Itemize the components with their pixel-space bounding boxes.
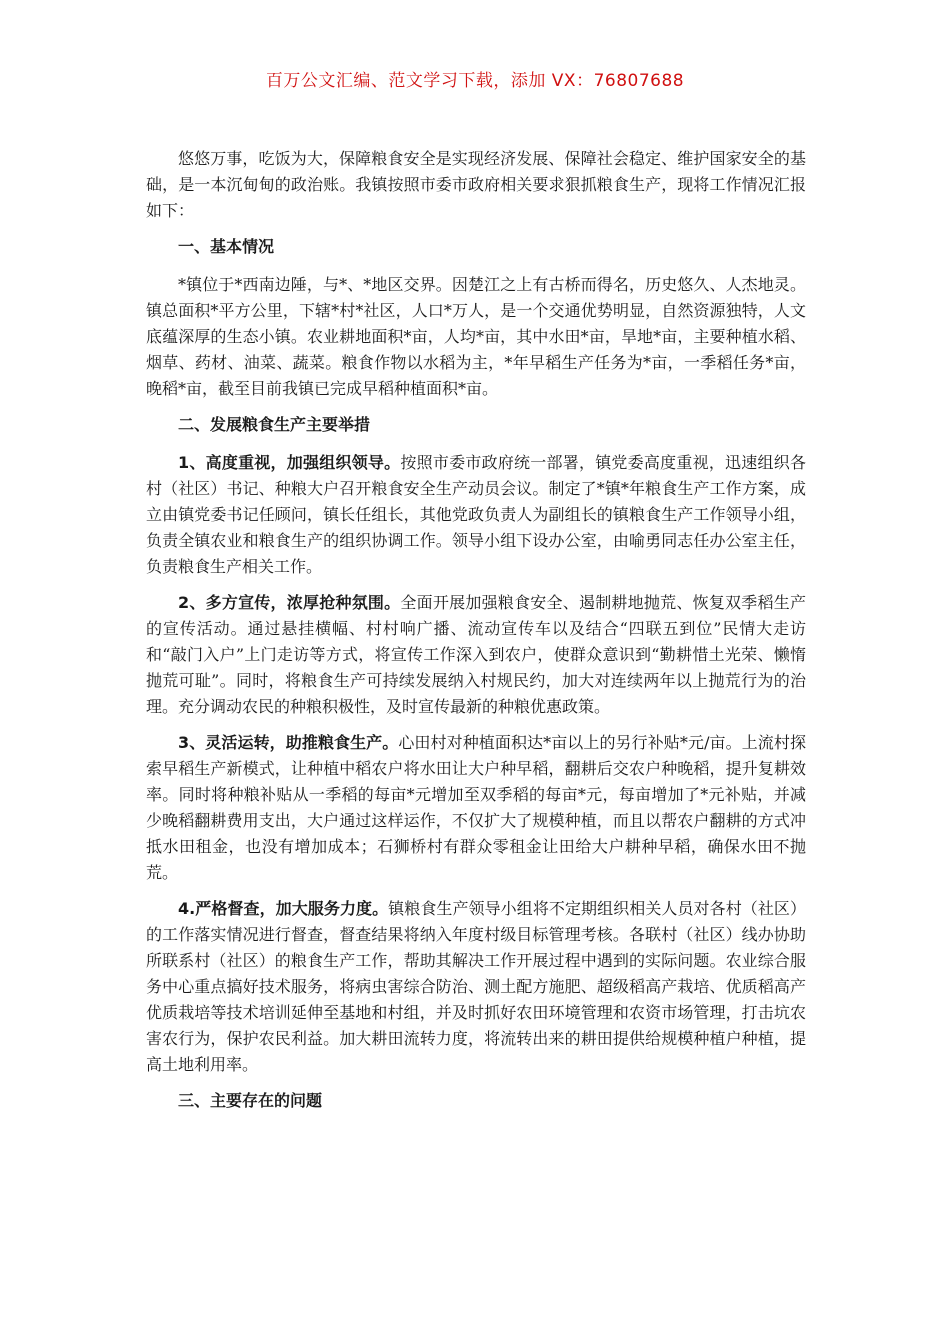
section-heading-main-problems: 三、主要存在的问题 <box>178 1091 323 1110</box>
measure-lead-1: 1、高度重视，加强组织领导。 <box>178 453 401 472</box>
measure-body-3: 心田村对种植面积达*亩以上的另行补贴*元/亩。上流村探索早稻生产新模式，让种植中稻农户将水田让大户种早稻，翻耕后交农户种晚稻，提升复耕效率。同时将种粮补贴从一季稻的每亩*元增加至双季稻的每亩*元，每亩增加了*元补贴，并减少晚稻翻耕费用支出，大户通过这样运作，不仅扩大了规模种植，而且以帮农户翻耕的方式冲抵水田租金，也没有增加成本；石狮桥村有群众零租金让田给大户耕种早稻，确保水田不抛荒。 <box>146 733 806 882</box>
measure-body-4: 镇粮食生产领导小组将不定期组织相关人员对各村（社区）的工作落实情况进行督查，督查结果将纳入年度村级目标管理考核。各联村（社区）线办协助所联系村（社区）的粮食生产工作，帮助其解决工作开展过程中遇到的实际问题。农业综合服务中心重点搞好技术服务，将病虫害综合防治、测土配方施肥、超级稻高产栽培、优质稻高产优质栽培等技术培训延伸至基地和村组，并及时抓好农田环境管理和农资市场管理，打击坑农害农行为，保护农民利益。加大耕田流转力度，将流转出来的耕田提供给规模种植户种植，提高土地利用率。 <box>146 899 806 1074</box>
document-body <box>146 146 806 1126</box>
measure-lead-2: 2、多方宣传，浓厚抢种氛围。 <box>178 593 401 612</box>
section-heading-main-measures: 二、发展粮食生产主要举措 <box>178 415 371 434</box>
measure-body-1: 按照市委市政府统一部署，镇党委高度重视，迅速组织各村（社区）书记、种粮大户召开粮食安全生产动员会议。制定了*镇*年粮食生产工作方案，成立由镇党委书记任顾问，镇长任组长，其他党政负责人为副组长的镇粮食生产工作领导小组，负责全镇农业和粮食生产的组织协调工作。领导小组下设办公室，由喻勇同志任办公室主任，负责粮食生产相关工作。 <box>146 453 806 576</box>
measure-body-2: 全面开展加强粮食安全、遏制耕地抛荒、恢复双季稻生产的宣传活动。通过悬挂横幅、村村响广播、流动宣传车以及结合“四联五到位”民情大走访和“敲门入户”上门走访等方式，将宣传工作深入到农户，使群众意识到“勤耕惜土光荣、懒惰抛荒可耻”。同时，将粮食生产可持续发展纳入村规民约，加大对连续两年以上抛荒行为的治理。充分调动农民的种粮积极性，及时宣传最新的种粮优惠政策。 <box>146 593 806 716</box>
measure-lead-3: 3、灵活运转，助推粮食生产。 <box>178 733 399 752</box>
basic-situation-paragraph: *镇位于*西南边陲，与*、*地区交界。因楚江之上有古桥而得名，历史悠久、人杰地灵。镇总面积*平方公里，下辖*村*社区，人口*万人，是一个交通优势明显，自然资源独特，人文底蕴深厚的生态小镇。农业耕地面积*亩，人均*亩，其中水田*亩，旱地*亩，主要种植水稻、烟草、药材、油菜、蔬菜。粮食作物以水稻为主，*年早稻生产任务为*亩，一季稻任务*亩，晚稻*亩，截至目前我镇已完成早稻种植面积*亩。 <box>146 275 806 398</box>
measure-paragraph-4 <box>146 896 806 1078</box>
measure-paragraph-3 <box>146 730 806 886</box>
section-heading-basic-situation: 一、基本情况 <box>178 237 275 256</box>
measure-lead-4: 4.严格督查，加大服务力度。 <box>178 899 389 918</box>
intro-paragraph: 悠悠万事，吃饭为大，保障粮食安全是实现经济发展、保障社会稳定、维护国家安全的基础，是一本沉甸甸的政治账。我镇按照市委市政府相关要求狠抓粮食生产，现将工作情况汇报如下： <box>146 149 806 220</box>
page-header-banner: 百万公文汇编、范文学习下载，添加 VX：76807688 <box>265 71 685 91</box>
measure-paragraph-1 <box>146 450 806 580</box>
measure-paragraph-2 <box>146 590 806 720</box>
